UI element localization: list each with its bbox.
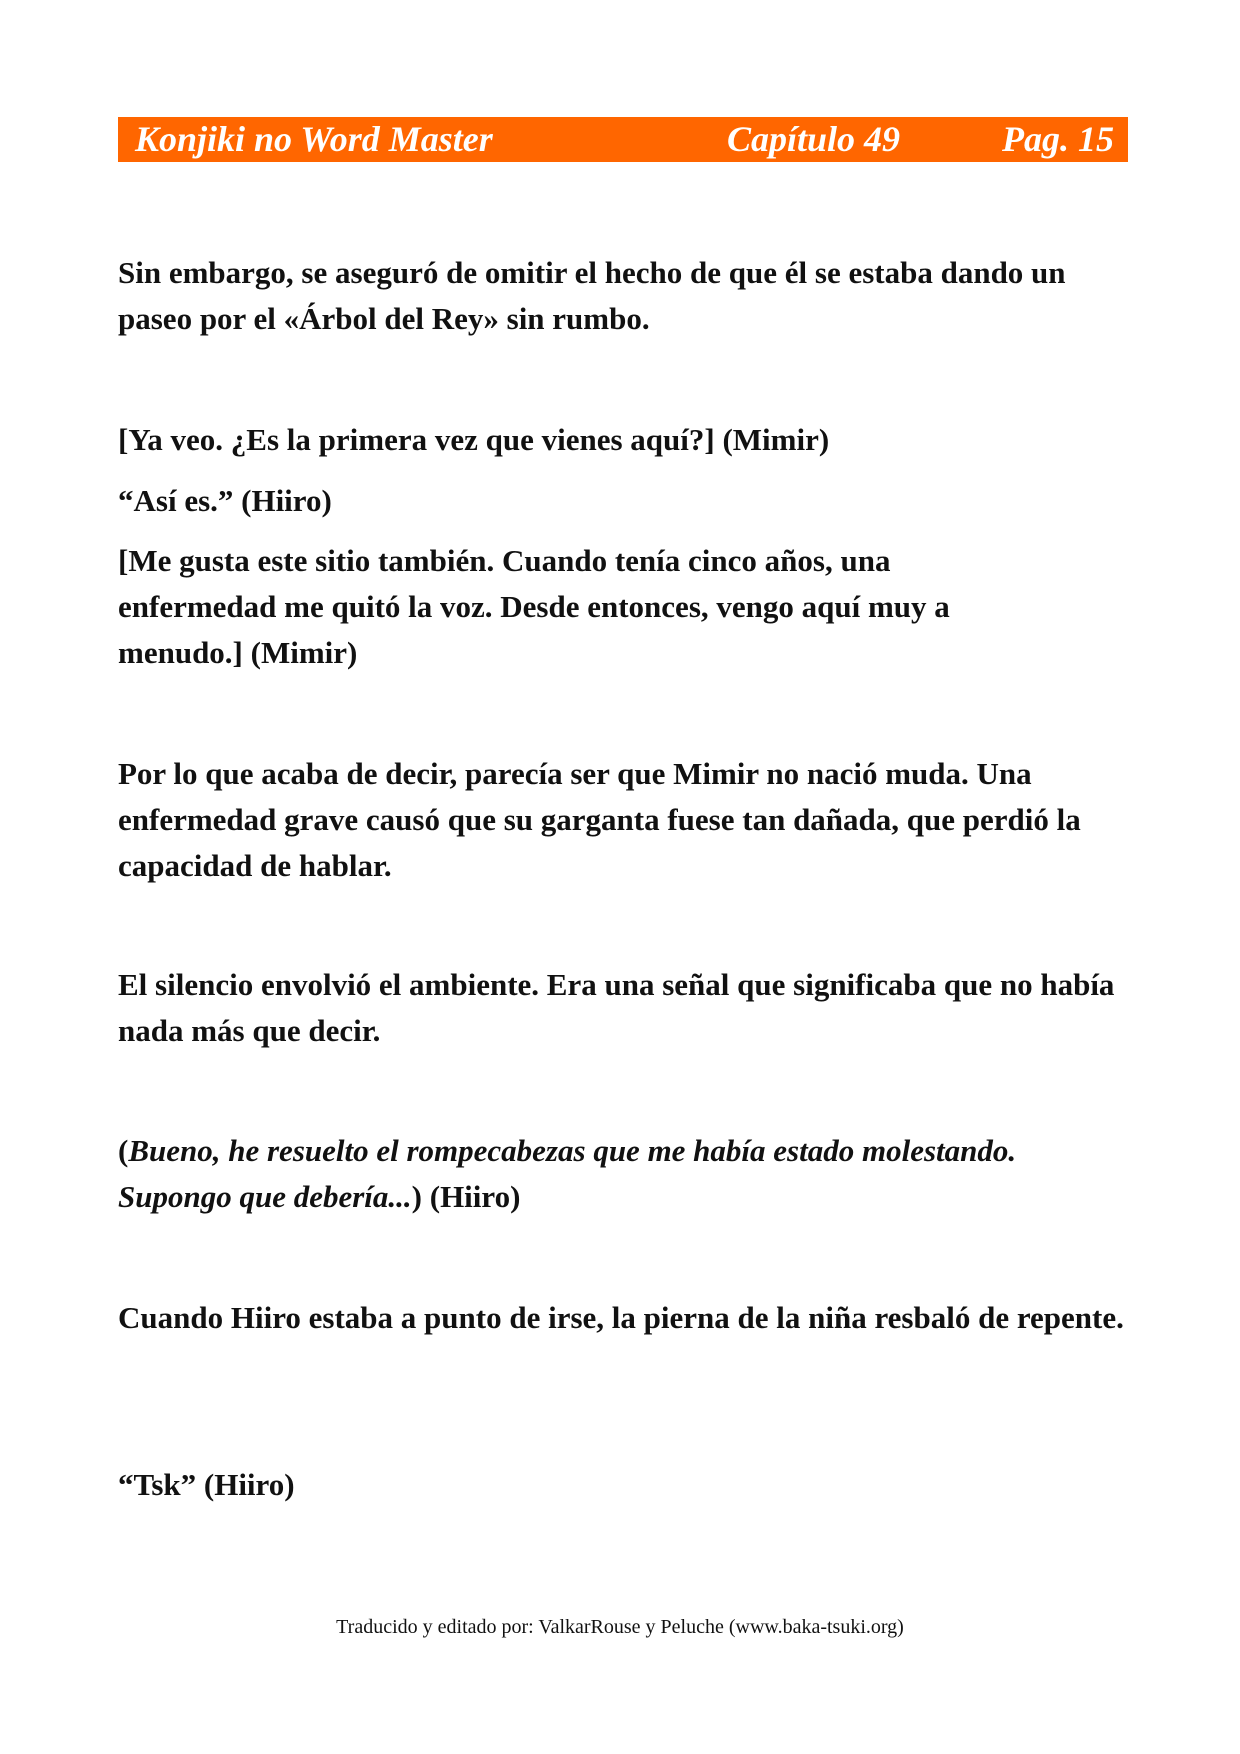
dialogue-hiiro-1: “Así es.” (Hiiro) bbox=[118, 483, 332, 518]
thought-italic-text: Bueno, he resuelto el rompecabezas que me había estado molestando. Supongo que debería... bbox=[118, 1133, 1017, 1214]
paragraph-4: Cuando Hiiro estaba a punto de irse, la pierna de la niña resbaló de repente. bbox=[118, 1300, 1124, 1335]
dialogue-mimir-1: [Ya veo. ¿Es la primera vez que vienes aquí?] (Mimir) bbox=[118, 422, 830, 457]
thought-open: ( bbox=[118, 1133, 129, 1168]
paragraph-3: El silencio envolvió el ambiente. Era una señal que significaba que no había nada más que decir. bbox=[118, 967, 1115, 1048]
dialogue-hiiro-2: “Tsk” (Hiiro) bbox=[118, 1467, 295, 1502]
paragraph-1: Sin embargo, se aseguró de omitir el hecho de que él se estaba dando un paseo por el «Árbol del Rey» sin rumbo. bbox=[118, 255, 1066, 336]
header-page-number: Pag. 15 bbox=[1002, 119, 1114, 159]
dialogue-mimir-2: [Me gusta este sitio también. Cuando tenía cinco años, una enfermedad me quitó la voz. Desde entonces, vengo aquí muy a menudo.] (Mimir) bbox=[118, 543, 950, 670]
header-chapter: Capítulo 49 bbox=[727, 119, 901, 159]
paragraph-2: Por lo que acaba de decir, parecía ser que Mimir no nació muda. Una enfermedad grave causó que su garganta fuese tan dañada, que perdió la capacidad de hablar. bbox=[118, 756, 1081, 883]
page-footer: Traducido y editado por: ValkarRouse y Peluche (www.baka-tsuki.org) bbox=[336, 1616, 904, 1638]
thought-close: ) (Hiiro) bbox=[411, 1179, 521, 1214]
header-book-title: Konjiki no Word Master bbox=[135, 119, 493, 159]
page-header bbox=[118, 117, 1128, 162]
thought-hiiro bbox=[118, 1128, 1128, 1220]
